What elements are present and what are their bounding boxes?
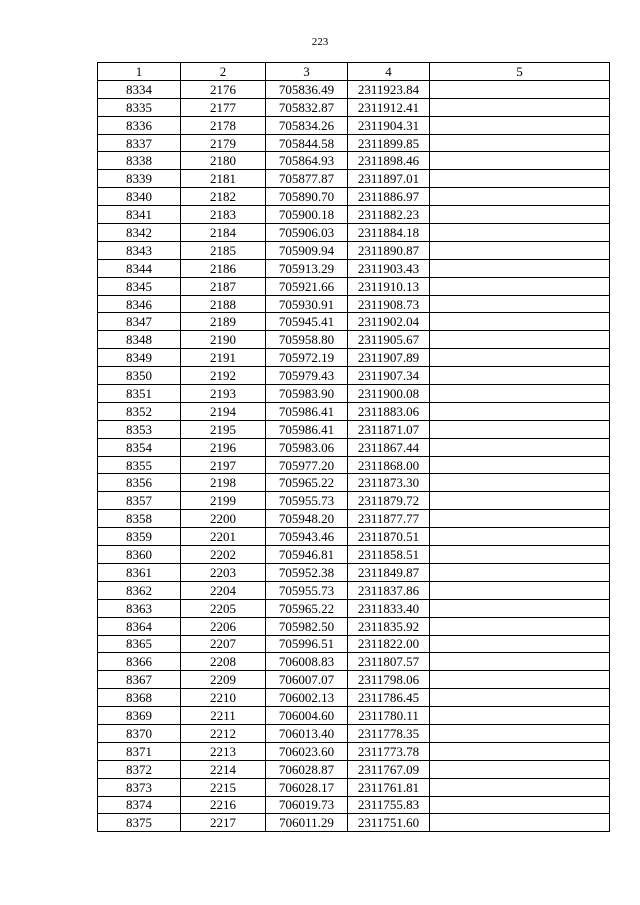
table-cell-col-5	[430, 134, 610, 152]
table-cell-col-2: 2187	[181, 277, 266, 295]
table-row	[98, 456, 610, 474]
table-cell-col-1: 8365	[98, 635, 181, 653]
table-row	[98, 707, 610, 725]
table-cell-col-1: 8375	[98, 814, 181, 832]
table-cell-col-5	[430, 98, 610, 116]
table-cell-col-5	[430, 635, 610, 653]
table-cell-col-1: 8373	[98, 778, 181, 796]
table-cell-col-5	[430, 80, 610, 98]
table-cell-col-2: 2188	[181, 295, 266, 313]
table-row	[98, 599, 610, 617]
table-cell-col-4: 2311899.85	[348, 134, 430, 152]
table-cell-col-3: 705877.87	[266, 170, 348, 188]
table-cell-col-1: 8340	[98, 188, 181, 206]
table-cell-col-2: 2199	[181, 492, 266, 510]
table-cell-col-1: 8349	[98, 349, 181, 367]
table-row	[98, 528, 610, 546]
table-cell-col-3: 705943.46	[266, 528, 348, 546]
table-cell-col-1: 8342	[98, 224, 181, 242]
table-cell-col-3: 705900.18	[266, 206, 348, 224]
coordinates-table	[97, 62, 610, 832]
table-cell-col-2: 2182	[181, 188, 266, 206]
table-row	[98, 438, 610, 456]
table-cell-col-5	[430, 617, 610, 635]
table-cell-col-4: 2311849.87	[348, 563, 430, 581]
table-cell-col-2: 2191	[181, 349, 266, 367]
table-row	[98, 224, 610, 242]
table-cell-col-5	[430, 385, 610, 403]
table-cell-col-3: 706028.17	[266, 778, 348, 796]
table-cell-col-5	[430, 152, 610, 170]
table-cell-col-1: 8363	[98, 599, 181, 617]
table-cell-col-2: 2185	[181, 241, 266, 259]
table-row	[98, 170, 610, 188]
table-row	[98, 635, 610, 653]
table-cell-col-5	[430, 599, 610, 617]
table-cell-col-1: 8337	[98, 134, 181, 152]
table-cell-col-2: 2184	[181, 224, 266, 242]
table-cell-col-1: 8338	[98, 152, 181, 170]
table-row	[98, 814, 610, 832]
table-cell-col-2: 2194	[181, 402, 266, 420]
table-cell-col-1: 8336	[98, 116, 181, 134]
table-cell-col-1: 8359	[98, 528, 181, 546]
table-cell-col-4: 2311870.51	[348, 528, 430, 546]
table-cell-col-3: 706002.13	[266, 689, 348, 707]
table-cell-col-3: 705836.49	[266, 80, 348, 98]
table-cell-col-4: 2311873.30	[348, 474, 430, 492]
table-cell-col-2: 2176	[181, 80, 266, 98]
table-cell-col-1: 8352	[98, 402, 181, 420]
table-cell-col-3: 705844.58	[266, 134, 348, 152]
table-cell-col-5	[430, 796, 610, 814]
table-cell-col-5	[430, 224, 610, 242]
table-cell-col-4: 2311903.43	[348, 259, 430, 277]
table-cell-col-3: 706008.83	[266, 653, 348, 671]
table-cell-col-3: 705948.20	[266, 510, 348, 528]
table-cell-col-4: 2311883.06	[348, 402, 430, 420]
table-row	[98, 188, 610, 206]
table-cell-col-3: 705952.38	[266, 563, 348, 581]
table-row	[98, 241, 610, 259]
table-cell-col-5	[430, 742, 610, 760]
table-cell-col-2: 2183	[181, 206, 266, 224]
table-cell-col-4: 2311900.08	[348, 385, 430, 403]
table-cell-col-4: 2311907.89	[348, 349, 430, 367]
table-cell-col-1: 8358	[98, 510, 181, 528]
table-cell-col-5	[430, 277, 610, 295]
table-row	[98, 259, 610, 277]
table-cell-col-1: 8364	[98, 617, 181, 635]
table-cell-col-5	[430, 206, 610, 224]
table-cell-col-4: 2311871.07	[348, 420, 430, 438]
table-cell-col-4: 2311858.51	[348, 546, 430, 564]
table-cell-col-3: 705864.93	[266, 152, 348, 170]
column-header-2: 2	[181, 63, 266, 81]
table-cell-col-1: 8339	[98, 170, 181, 188]
table-cell-col-5	[430, 814, 610, 832]
table-cell-col-1: 8344	[98, 259, 181, 277]
table-cell-col-4: 2311780.11	[348, 707, 430, 725]
table-cell-col-1: 8366	[98, 653, 181, 671]
table-row	[98, 742, 610, 760]
table-cell-col-2: 2181	[181, 170, 266, 188]
table-cell-col-1: 8343	[98, 241, 181, 259]
table-cell-col-5	[430, 295, 610, 313]
table-cell-col-2: 2200	[181, 510, 266, 528]
table-cell-col-5	[430, 188, 610, 206]
table-cell-col-1: 8355	[98, 456, 181, 474]
table-cell-col-3: 705890.70	[266, 188, 348, 206]
table-cell-col-4: 2311908.73	[348, 295, 430, 313]
table-cell-col-3: 705913.29	[266, 259, 348, 277]
table-cell-col-3: 705921.66	[266, 277, 348, 295]
table-cell-col-3: 705982.50	[266, 617, 348, 635]
table-cell-col-1: 8372	[98, 760, 181, 778]
table-row	[98, 510, 610, 528]
table-cell-col-2: 2215	[181, 778, 266, 796]
table-cell-col-3: 705958.80	[266, 331, 348, 349]
table-cell-col-4: 2311902.04	[348, 313, 430, 331]
column-header-3: 3	[266, 63, 348, 81]
table-cell-col-2: 2212	[181, 724, 266, 742]
table-cell-col-5	[430, 170, 610, 188]
table-cell-col-5	[430, 546, 610, 564]
table-cell-col-5	[430, 671, 610, 689]
table-cell-col-4: 2311884.18	[348, 224, 430, 242]
table-cell-col-2: 2203	[181, 563, 266, 581]
table-cell-col-4: 2311807.57	[348, 653, 430, 671]
table-cell-col-4: 2311907.34	[348, 367, 430, 385]
table-cell-col-1: 8357	[98, 492, 181, 510]
table-cell-col-2: 2213	[181, 742, 266, 760]
table-cell-col-3: 706028.87	[266, 760, 348, 778]
table-cell-col-3: 705996.51	[266, 635, 348, 653]
table-cell-col-2: 2217	[181, 814, 266, 832]
table-cell-col-3: 705945.41	[266, 313, 348, 331]
table-row	[98, 546, 610, 564]
table-cell-col-2: 2208	[181, 653, 266, 671]
table-cell-col-3: 706004.60	[266, 707, 348, 725]
table-cell-col-5	[430, 707, 610, 725]
table-cell-col-5	[430, 241, 610, 259]
table-cell-col-5	[430, 331, 610, 349]
table-cell-col-4: 2311879.72	[348, 492, 430, 510]
table-cell-col-1: 8348	[98, 331, 181, 349]
table-cell-col-2: 2198	[181, 474, 266, 492]
table-cell-col-1: 8351	[98, 385, 181, 403]
table-cell-col-5	[430, 510, 610, 528]
column-header-1: 1	[98, 63, 181, 81]
table-cell-col-4: 2311897.01	[348, 170, 430, 188]
table-cell-col-1: 8368	[98, 689, 181, 707]
table-cell-col-5	[430, 367, 610, 385]
table-cell-col-1: 8370	[98, 724, 181, 742]
table-cell-col-5	[430, 313, 610, 331]
table-cell-col-4: 2311755.83	[348, 796, 430, 814]
table-cell-col-1: 8346	[98, 295, 181, 313]
table-cell-col-2: 2209	[181, 671, 266, 689]
table-row	[98, 367, 610, 385]
table-cell-col-3: 705965.22	[266, 474, 348, 492]
table-cell-col-5	[430, 528, 610, 546]
table-cell-col-1: 8362	[98, 581, 181, 599]
table-cell-col-3: 705909.94	[266, 241, 348, 259]
table-cell-col-5	[430, 689, 610, 707]
table-cell-col-3: 706019.73	[266, 796, 348, 814]
table-header	[98, 63, 610, 81]
table-cell-col-4: 2311837.86	[348, 581, 430, 599]
table-row	[98, 349, 610, 367]
table-row	[98, 724, 610, 742]
table-row	[98, 617, 610, 635]
table-row	[98, 331, 610, 349]
table-row	[98, 152, 610, 170]
table-cell-col-4: 2311886.97	[348, 188, 430, 206]
table-body	[98, 80, 610, 831]
table-cell-col-2: 2201	[181, 528, 266, 546]
table-cell-col-1: 8367	[98, 671, 181, 689]
table-cell-col-2: 2216	[181, 796, 266, 814]
table-cell-col-4: 2311910.13	[348, 277, 430, 295]
table-row	[98, 653, 610, 671]
table-cell-col-4: 2311912.41	[348, 98, 430, 116]
table-cell-col-5	[430, 760, 610, 778]
table-cell-col-1: 8341	[98, 206, 181, 224]
table-cell-col-5	[430, 563, 610, 581]
table-cell-col-4: 2311786.45	[348, 689, 430, 707]
table-cell-col-4: 2311751.60	[348, 814, 430, 832]
table-cell-col-4: 2311798.06	[348, 671, 430, 689]
table-cell-col-1: 8374	[98, 796, 181, 814]
table-cell-col-1: 8354	[98, 438, 181, 456]
table-cell-col-4: 2311905.67	[348, 331, 430, 349]
table-cell-col-2: 2195	[181, 420, 266, 438]
table-cell-col-1: 8353	[98, 420, 181, 438]
column-header-4: 4	[348, 63, 430, 81]
table-cell-col-2: 2207	[181, 635, 266, 653]
table-cell-col-2: 2177	[181, 98, 266, 116]
table-row	[98, 134, 610, 152]
table-cell-col-5	[430, 474, 610, 492]
table-cell-col-2: 2214	[181, 760, 266, 778]
table-cell-col-5	[430, 402, 610, 420]
table-cell-col-4: 2311835.92	[348, 617, 430, 635]
table-cell-col-1: 8356	[98, 474, 181, 492]
table-cell-col-1: 8360	[98, 546, 181, 564]
table-cell-col-1: 8345	[98, 277, 181, 295]
table-cell-col-2: 2180	[181, 152, 266, 170]
table-cell-col-5	[430, 438, 610, 456]
table-cell-col-5	[430, 492, 610, 510]
table-cell-col-4: 2311877.77	[348, 510, 430, 528]
table-row	[98, 313, 610, 331]
table-cell-col-3: 706013.40	[266, 724, 348, 742]
table-cell-col-1: 8361	[98, 563, 181, 581]
table-row	[98, 778, 610, 796]
table-cell-col-2: 2204	[181, 581, 266, 599]
table-cell-col-3: 706023.60	[266, 742, 348, 760]
table-cell-col-3: 706007.07	[266, 671, 348, 689]
table-cell-col-4: 2311904.31	[348, 116, 430, 134]
table-cell-col-2: 2179	[181, 134, 266, 152]
table-cell-col-4: 2311868.00	[348, 456, 430, 474]
table-cell-col-3: 705965.22	[266, 599, 348, 617]
table-row	[98, 581, 610, 599]
table-cell-col-1: 8350	[98, 367, 181, 385]
table-row	[98, 402, 610, 420]
table-cell-col-2: 2189	[181, 313, 266, 331]
table-cell-col-2: 2196	[181, 438, 266, 456]
table-cell-col-5	[430, 349, 610, 367]
table-cell-col-2: 2192	[181, 367, 266, 385]
table-row	[98, 98, 610, 116]
table-cell-col-3: 705832.87	[266, 98, 348, 116]
table-row	[98, 671, 610, 689]
table-cell-col-5	[430, 456, 610, 474]
table-row	[98, 277, 610, 295]
table-row	[98, 116, 610, 134]
header-row	[98, 63, 610, 81]
table-cell-col-2: 2206	[181, 617, 266, 635]
table-cell-col-4: 2311761.81	[348, 778, 430, 796]
table-cell-col-3: 705983.06	[266, 438, 348, 456]
table-cell-col-3: 705986.41	[266, 420, 348, 438]
table-cell-col-4: 2311773.78	[348, 742, 430, 760]
table-cell-col-3: 705983.90	[266, 385, 348, 403]
table-row	[98, 796, 610, 814]
table-row	[98, 80, 610, 98]
table-cell-col-3: 705834.26	[266, 116, 348, 134]
table-cell-col-1: 8334	[98, 80, 181, 98]
table-cell-col-4: 2311822.00	[348, 635, 430, 653]
table-row	[98, 295, 610, 313]
table-cell-col-5	[430, 653, 610, 671]
table-cell-col-4: 2311882.23	[348, 206, 430, 224]
table-cell-col-4: 2311898.46	[348, 152, 430, 170]
table-cell-col-4: 2311767.09	[348, 760, 430, 778]
table-cell-col-1: 8335	[98, 98, 181, 116]
table-cell-col-4: 2311890.87	[348, 241, 430, 259]
table-cell-col-5	[430, 724, 610, 742]
table-cell-col-3: 706011.29	[266, 814, 348, 832]
table-row	[98, 760, 610, 778]
table-cell-col-2: 2186	[181, 259, 266, 277]
table-cell-col-5	[430, 420, 610, 438]
table-cell-col-5	[430, 778, 610, 796]
table-cell-col-3: 705946.81	[266, 546, 348, 564]
table-cell-col-2: 2211	[181, 707, 266, 725]
table-cell-col-3: 705955.73	[266, 492, 348, 510]
table-cell-col-4: 2311867.44	[348, 438, 430, 456]
table-cell-col-5	[430, 116, 610, 134]
table-cell-col-3: 705930.91	[266, 295, 348, 313]
column-header-5: 5	[430, 63, 610, 81]
table-row	[98, 206, 610, 224]
table-cell-col-2: 2193	[181, 385, 266, 403]
table-row	[98, 420, 610, 438]
table-cell-col-3: 705955.73	[266, 581, 348, 599]
table-cell-col-2: 2190	[181, 331, 266, 349]
page-number: 223	[311, 36, 329, 48]
table-cell-col-3: 705977.20	[266, 456, 348, 474]
table-cell-col-5	[430, 259, 610, 277]
table-row	[98, 689, 610, 707]
table-cell-col-2: 2202	[181, 546, 266, 564]
table-cell-col-1: 8347	[98, 313, 181, 331]
table-cell-col-1: 8371	[98, 742, 181, 760]
table-row	[98, 474, 610, 492]
table-row	[98, 492, 610, 510]
table-cell-col-3: 705979.43	[266, 367, 348, 385]
table-cell-col-4: 2311778.35	[348, 724, 430, 742]
table-cell-col-5	[430, 581, 610, 599]
table-cell-col-2: 2178	[181, 116, 266, 134]
table-cell-col-3: 705972.19	[266, 349, 348, 367]
table-cell-col-2: 2197	[181, 456, 266, 474]
table-cell-col-3: 705906.03	[266, 224, 348, 242]
table-cell-col-4: 2311923.84	[348, 80, 430, 98]
table-cell-col-2: 2205	[181, 599, 266, 617]
table-row	[98, 563, 610, 581]
table-cell-col-2: 2210	[181, 689, 266, 707]
table-cell-col-3: 705986.41	[266, 402, 348, 420]
table-cell-col-1: 8369	[98, 707, 181, 725]
table-cell-col-4: 2311833.40	[348, 599, 430, 617]
table-row	[98, 385, 610, 403]
